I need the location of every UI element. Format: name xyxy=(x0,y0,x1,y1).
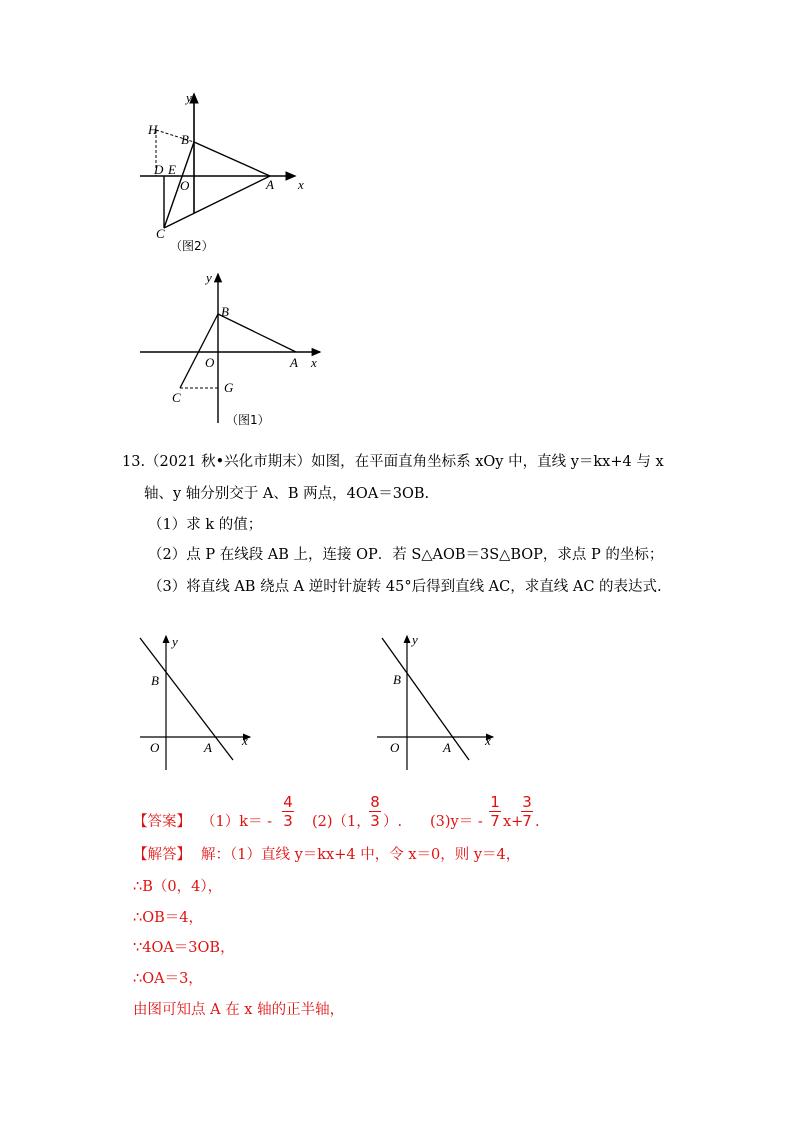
fig2-label-A: A xyxy=(266,177,274,192)
figure-1 xyxy=(138,268,338,428)
answer-fraction-3: 1 7 xyxy=(490,793,500,830)
answer-part-3-mid: x+ xyxy=(503,814,524,830)
solution-line-4: ∵4OA＝3OB， xyxy=(133,940,235,956)
answer-fraction-2: 8 3 xyxy=(370,793,380,830)
solution-line-6: 由图可知点 A 在 x 轴的正半轴， xyxy=(133,1002,345,1018)
fig2-label-B: B xyxy=(181,132,189,147)
fig1-label-C: C xyxy=(172,390,181,405)
fig2-label-E: E xyxy=(168,162,176,177)
fig1-label-x: x xyxy=(311,355,317,370)
answer-fraction-4: 3 7 xyxy=(522,793,532,830)
question-part-2: （2）点 P 在线段 AB 上，连接 OP．若 S△AOB＝3S△BOP，求点 P 的坐标； xyxy=(148,547,664,563)
solution-line-5: ∴OA＝3， xyxy=(133,971,203,987)
fig2-label-O: O xyxy=(180,178,190,193)
fig3-label-y: y xyxy=(172,634,178,649)
fig4-label-y: y xyxy=(412,632,418,647)
answer-part-3: (3)y＝ - xyxy=(430,814,483,830)
question-line-1: 13.（2021 秋•兴化市期末）如图，在平面直角坐标系 xOy 中，直线 y＝kx+4 与 x xyxy=(122,454,664,470)
fig1-label-G: G xyxy=(224,380,234,395)
fig3-label-A: A xyxy=(204,740,212,755)
figure-2 xyxy=(130,88,310,253)
fig2-label-H: H xyxy=(148,122,158,137)
answer-fraction-1: 4 3 xyxy=(283,793,293,830)
fig2-label-y: y xyxy=(186,90,192,105)
solution-line-2: ∴B（0，4）， xyxy=(133,879,223,895)
fig2-label-C: C xyxy=(156,226,165,241)
figure-4 xyxy=(377,632,502,772)
fig2-label-x: x xyxy=(298,177,304,192)
fig3-label-B: B xyxy=(151,673,159,688)
question-part-1: （1）求 k 的值； xyxy=(148,517,263,533)
fig4-label-x: x xyxy=(485,733,491,748)
fig1-label-O: O xyxy=(205,355,215,370)
answer-part-2: (2)（1， xyxy=(312,814,371,830)
fig4-label-A: A xyxy=(443,740,451,755)
fig1-label-A: A xyxy=(290,355,298,370)
fig2-caption: （图2） xyxy=(170,239,214,253)
fig1-label-B: B xyxy=(221,304,229,319)
fig3-label-O: O xyxy=(150,740,160,755)
figure-3 xyxy=(138,632,258,772)
answer-part-3-end: . xyxy=(535,814,540,830)
solution-line-3: ∴OB＝4， xyxy=(133,910,203,926)
answer-line xyxy=(0,790,800,840)
fig1-label-y: y xyxy=(206,270,212,285)
answer-part-1: （1）k＝ - xyxy=(201,814,273,830)
question-part-3: （3）将直线 AB 绕点 A 逆时针旋转 45°后得到直线 AC，求直线 AC 的表达式. xyxy=(148,579,662,595)
answer-tag: 【答案】 xyxy=(133,814,191,830)
fig1-caption: （图1） xyxy=(226,413,270,427)
fig2-label-D: D xyxy=(154,162,164,177)
fig4-label-B: B xyxy=(393,672,401,687)
question-line-2: 轴、y 轴分别交于 A、B 两点，4OA＝3OB. xyxy=(144,486,430,502)
solution-tag: 【解答】 xyxy=(133,847,191,863)
answer-part-2-end: ）. xyxy=(383,814,403,830)
solution-line-1: 解：（1）直线 y＝kx+4 中，令 x＝0，则 y＝4， xyxy=(201,847,521,863)
fig3-label-x: x xyxy=(242,733,248,748)
fig4-label-O: O xyxy=(390,740,400,755)
